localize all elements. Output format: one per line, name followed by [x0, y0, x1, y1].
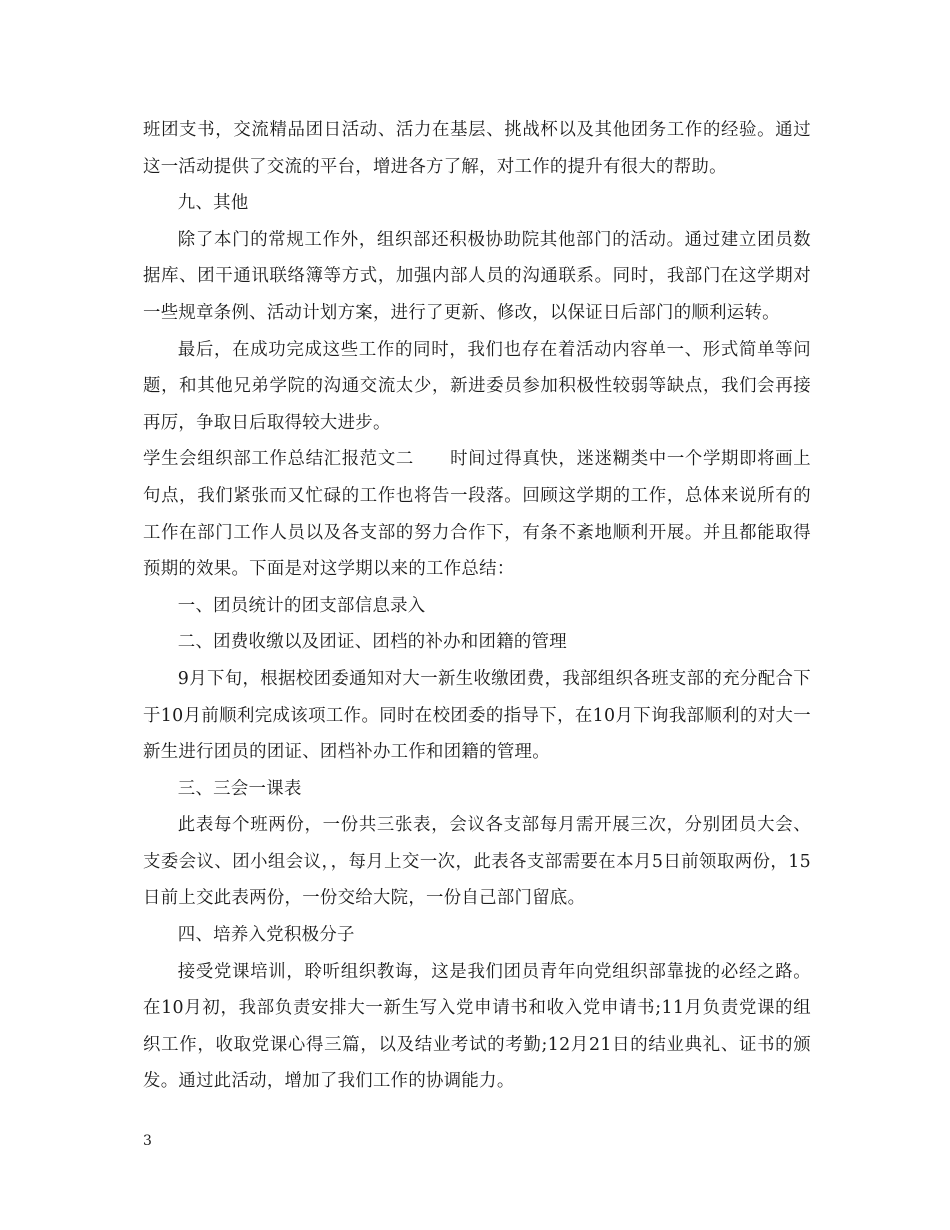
paragraph: 9月下旬，根据校团委通知对大一新生收缴团费，我部组织各班支部的充分配合下于10月前顺利完成该项工作。同时在校团委的指导下，在10月下询我部顺利的对大一新生进行团员的团证、团档补办工作和团籍的管理。 — [143, 668, 811, 763]
section-heading: 四、培养入党积极分子 — [177, 925, 355, 946]
paragraph: 此表每个班两份，一份共三张表，会议各支部每月需开展三次，分别团员大会、支委会议、团小组会议，，每月上交一次，此表各支部需要在本月5日前领取两份，15日前上交此表两份，一份交给大院，一份自己部门留底。 — [143, 815, 811, 909]
paragraph: 班团支书，交流精品团日活动、活力在基层、挑战杯以及其他团务工作的经验。通过这一活动提供了交流的平台，增进各方了解，对工作的提升有很大的帮助。 — [143, 120, 811, 177]
document-body — [143, 112, 811, 1100]
paragraph: 接受党课培训，聆听组织教诲，这是我们团员青年向党组织部靠拢的必经之路。在10月初，我部负责安排大一新生写入党申请书和收入党申请书;11月负责党课的组织工作，收取党课心得三篇，以及结业考试的考勤;12月21日的结业典礼、证书的颁发。通过此活动，增加了我们工作的协调能力。 — [143, 961, 811, 1092]
section-heading: 一、团员统计的团支部信息录入 — [177, 595, 426, 616]
paragraph: 最后，在成功完成这些工作的同时，我们也存在着活动内容单一、形式简单等问题，和其他兄弟学院的沟通交流太少，新进委员参加积极性较弱等缺点，我们会再接再厉，争取日后取得较大进步。 — [143, 339, 811, 433]
section-heading: 二、团费收缴以及团证、团档的补办和团籍的管理 — [177, 632, 567, 653]
paragraph: 除了本门的常规工作外，组织部还积极协助院其他部门的活动。通过建立团员数据库、团干通讯联络簿等方式，加强内部人员的沟通联系。同时，我部门在这学期对一些规章条例、活动计划方案，进行了更新、修改，以保证日后部门的顺利运转。 — [143, 229, 811, 323]
page-number: 3 — [143, 1133, 152, 1149]
section-heading: 九、其他 — [177, 193, 249, 214]
section-heading: 三、三会一课表 — [177, 778, 302, 799]
paragraph: 学生会组织部工作总结汇报范文二 时间过得真快，迷迷糊类中一个学期即将画上句点，我们紧张而又忙碌的工作也将告一段落。回顾这学期的工作，总体来说所有的工作在部门工作人员以及各支部的努力合作下，有条不紊地顺利开展。并且都能取得预期的效果。下面是对这学期以来的工作总结： — [143, 449, 811, 580]
